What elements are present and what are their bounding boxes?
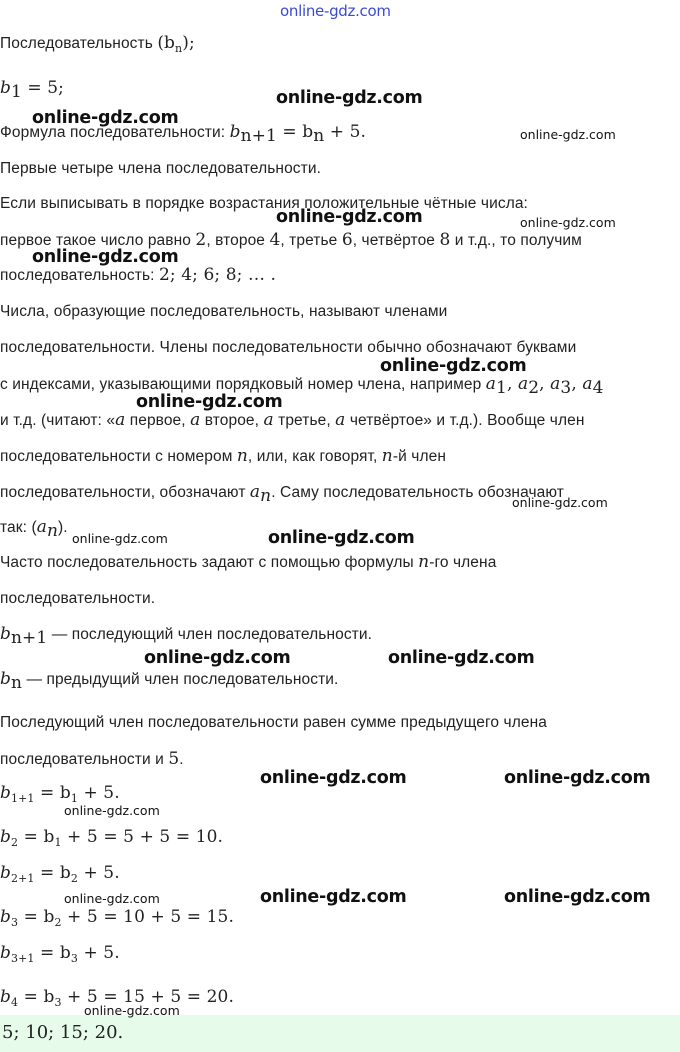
c1-rest: = b [34,783,71,803]
c5-sub: 3+1 [10,952,35,965]
theory-line-7 [0,409,584,432]
t2n4: 8 [439,230,451,250]
watermark: online-gdz.com [504,768,651,788]
answer-box [0,1015,680,1052]
theory-line-8 [0,445,446,468]
t8n2: n [381,446,393,466]
rule-line-2 [0,748,184,771]
t6a: с индексами, указывающими порядковый номер члена, например [0,376,486,393]
watermark: online-gdz.com [276,207,423,227]
calc-line-5 [0,942,120,964]
c6-b: b [0,987,11,1007]
watermark: online-gdz.com [380,356,527,376]
c5-b: b [0,943,11,963]
theory-line-3 [0,264,276,287]
theory-line-5: последовательности. Члены последовательности обычно обозначают буквами [0,339,577,356]
formula-label: Формула последовательности: [0,124,230,141]
t2n2: 4 [269,230,281,250]
b1-value [0,77,64,100]
watermark: online-gdz.com [260,768,407,788]
c5-sub2: 3 [70,952,78,965]
c1-b: b [0,783,11,803]
t3a: последовательность: [0,267,159,284]
t11n: n [418,552,430,572]
watermark: online-gdz.com [520,215,616,230]
watermark: online-gdz.com [84,1003,180,1018]
t6-comma2: , [539,374,551,394]
formula-b: b [229,122,241,142]
watermark: online-gdz.com [388,648,535,668]
c2-end: + 5 = 5 + 5 = 10. [61,827,224,847]
watermark: online-gdz.com [136,392,283,412]
t7-a1: a [115,410,126,430]
t10-a: a [36,517,47,537]
t6-a4: a [582,374,593,394]
def-prev-sub: n [10,673,23,693]
formula-sub1: n+1 [240,126,277,146]
t9-sub: n [260,486,272,506]
c3-b: b [0,863,11,883]
c6-sub2: 3 [54,996,62,1009]
b1-sub: 1 [10,82,22,102]
watermark: online-gdz.com [64,891,160,906]
theory-line-10 [0,516,68,539]
def-prev-b: b [0,669,11,689]
theory-line-9 [0,481,564,504]
t9-a: a [249,482,261,502]
t8n1: n [236,446,248,466]
formula-rest: + 5. [324,122,367,142]
t6-a1: a [485,374,497,394]
c3-rest: = b [34,863,71,883]
c2-sub2: 1 [54,836,62,849]
t8b: , или, как говорят, [247,448,382,465]
watermark: online-gdz.com [512,495,608,510]
t6-sub4: 4 [592,378,604,398]
t11b: -го члена [429,554,497,571]
c2-sub: 2 [10,836,19,849]
calc-line-2 [0,826,223,848]
t7-a2: a [190,410,201,430]
c4-end: + 5 = 10 + 5 = 15. [61,907,234,927]
t6-sub3: 3 [560,378,572,398]
t7a: и т.д. (читают: « [0,412,116,429]
seq-sub: n [175,42,183,55]
t10b: ). [58,519,68,536]
seq-label: Последовательность [0,35,153,52]
theory-line-6 [0,373,604,396]
c1-end: + 5. [77,783,120,803]
t8c: -й член [392,448,446,465]
t9b: . Саму последовательность обозначают [271,484,564,501]
c6-end: + 5 = 15 + 5 = 20. [61,987,234,1007]
watermark: online-gdz.com [144,648,291,668]
t2c: , третье [280,232,342,249]
seq-formula [157,33,194,53]
watermark: online-gdz.com [268,528,415,548]
formula-eq: = b [276,122,314,142]
calc-line-4 [0,906,234,928]
def-next-sub: n+1 [10,628,48,648]
rule2a: последовательности и [0,751,169,768]
theory-line-1: Если выписывать в порядке возрастания положительные чётные числа: [0,195,528,212]
b1-lhs: b [0,78,11,98]
t8a: последовательности с номером [0,448,237,465]
t2a: первое такое число равно [0,232,196,249]
t10-sub: n [46,521,59,541]
c5-end: + 5. [77,943,120,963]
b1-rhs: = 5; [21,78,65,98]
calc-line-1 [0,782,120,804]
watermark: online-gdz.com [32,108,179,128]
c4-sub2: 2 [54,916,62,929]
answer-text: 5; 10; 15; 20. [2,1022,124,1043]
c3-sub2: 2 [70,872,78,885]
watermark: online-gdz.com [504,887,651,907]
c4-b: b [0,907,11,927]
t6-a2: a [517,374,529,394]
t11a: Часто последовательность задают с помощью формулы [0,554,419,571]
def-next-b: b [0,624,11,644]
t2b: , второе [206,232,270,249]
def-next-text: — последующий член последовательности. [47,626,373,643]
watermark: online-gdz.com [64,803,160,818]
rule2b: . [179,751,184,768]
c6-sub: 4 [10,996,19,1009]
formula-sub2: n [313,126,325,146]
watermark: online-gdz.com [32,247,179,267]
theory-line-4: Числа, образующие последовательность, называют членами [0,303,448,320]
t6-a3: a [550,374,561,394]
watermark: online-gdz.com [72,531,168,546]
t6-sub2: 2 [528,378,540,398]
t7d: третье, [273,412,336,429]
def-prev-text: — предыдущий член последовательности. [22,671,339,688]
watermark: online-gdz.com [260,887,407,907]
seq-close: ); [182,33,195,53]
t6-comma1: , [506,374,518,394]
t2d: , четвёртое [352,232,440,249]
t7b: первое, [125,412,191,429]
def-next [0,623,372,646]
c3-sub: 2+1 [10,872,35,885]
t7-a3: a [263,410,274,430]
t10a: так: ( [0,519,37,536]
c4-sub: 3 [10,916,19,929]
first-four-line: Первые четыре члена последовательности. [0,160,322,177]
t7e: четвёртое» и т.д.). Вообще член [345,412,585,429]
c6-rest: = b [18,987,55,1007]
t2e: и т.д., то получим [450,232,582,249]
t3seq: 2; 4; 6; 8; … . [158,265,277,285]
c3-end: + 5. [77,863,120,883]
c1-sub2: 1 [70,792,78,805]
c2-rest: = b [18,827,55,847]
t2n1: 2 [195,230,207,250]
theory-line-11 [0,551,496,574]
rule-line-1: Последующий член последовательности равен сумме предыдущего члена [0,714,547,731]
rule2n: 5 [168,749,180,769]
c5-rest: = b [34,943,71,963]
c2-b: b [0,827,11,847]
sequence-title [0,32,195,55]
calc-line-3 [0,862,120,884]
t9a: последовательности, обозначают [0,484,250,501]
def-prev [0,668,338,691]
c4-rest: = b [18,907,55,927]
theory-line-12: последовательности. [0,590,156,607]
t6-sub1: 1 [496,378,507,398]
seq-name: (b [157,33,176,53]
t7c: второе, [200,412,264,429]
top-watermark: online-gdz.com [280,2,391,20]
watermark: online-gdz.com [276,88,423,108]
t6-comma3: , [571,374,583,394]
t7-a4: a [335,410,346,430]
c1-sub: 1+1 [10,792,35,805]
watermark: online-gdz.com [520,127,616,142]
t2n3: 6 [341,230,353,250]
